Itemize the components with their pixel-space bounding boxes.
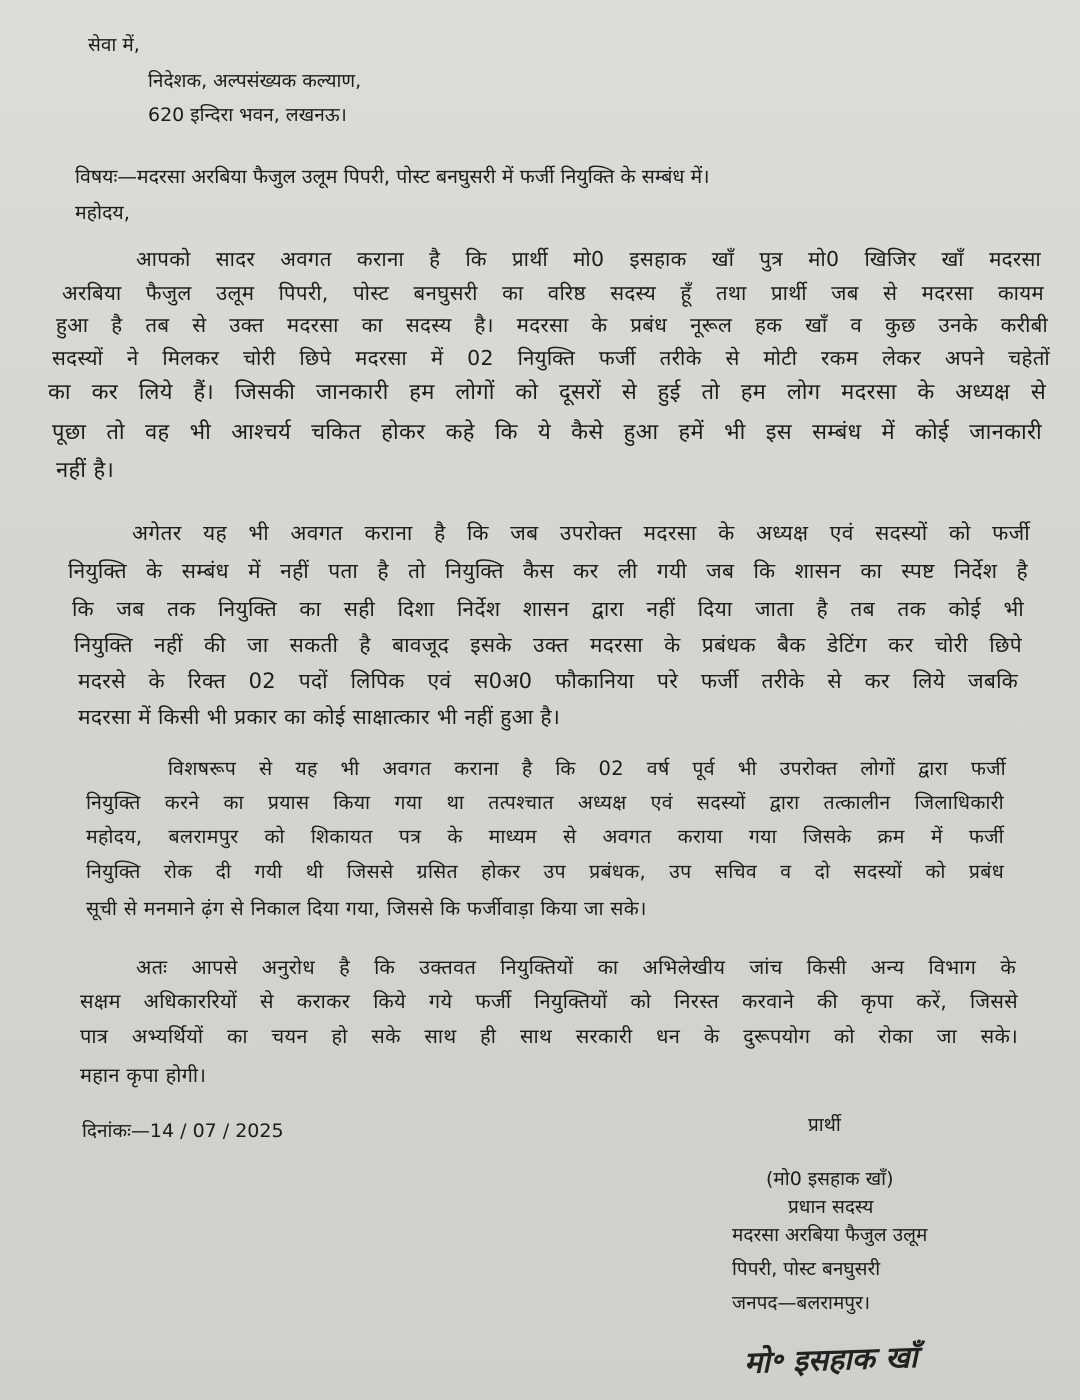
para3-line1: विशषरूप से यह भी अवगत कराना है कि 02 वर्ष पूर्व भी उपरोक्त लोगों द्वारा फर्जी: [168, 757, 1006, 780]
sender-org-line2: पिपरी, पोस्ट बनघुसरी: [732, 1258, 881, 1280]
para1-line1: आपको सादर अवगत कराना है कि प्रार्थी मो0 इसहाक खाँ पुत्र मो0 खिजिर खाँ मदरसा: [136, 247, 1041, 271]
sender-district: जनपद—बलरामपुर।: [732, 1292, 871, 1314]
para1-line6: पूछा तो वह भी आश्चर्य चकित होकर कहे कि ये कैसे हुआ हमें भी इस सम्बंध में कोई जानकारी: [52, 420, 1042, 445]
address-location: 620 इन्दिरा भवन, लखनऊ।: [148, 104, 347, 126]
closing: प्रार्थी: [808, 1114, 841, 1136]
para1-line3: हुआ है तब से उक्त मदरसा का सदस्य है। मदरसा के प्रबंध नूरूल हक खाँ व कुछ उनके करीबी: [56, 313, 1048, 337]
para1-line4: सदस्यों ने मिलकर चोरी छिपे मदरसा में 02 नियुक्ति फर्जी तरीके से मोटी रकम लेकर अपने चहेतों: [52, 346, 1050, 370]
para3-line3: महोदय, बलरामपुर को शिकायत पत्र के माध्यम से अवगत कराया गया जिसके क्रम में फर्जी: [86, 825, 1004, 848]
para2-line3: कि जब तक नियुक्ति का सही दिशा निर्देश शासन द्वारा नहीं दिया जाता है तब तक कोई भी: [72, 597, 1024, 621]
para4-line1: अतः आपसे अनुरोध है कि उक्तवत नियुक्तियों का अभिलेखीय जांच किसी अन्य विभाग के: [136, 955, 1016, 979]
para2-line4: नियुक्ति नहीं की जा सकती है बावजूद इसके उक्त मदरसा के प्रबंधक बैक डेटिंग कर चोरी छिपे: [74, 633, 1022, 657]
para2-line2: नियुक्ति के सम्बंध में नहीं पता है तो नियुक्ति कैस कर ली गयी जब कि शासन का स्पष्ट निर्देश है: [68, 559, 1028, 583]
para2-line1: अगेतर यह भी अवगत कराना है कि जब उपरोक्त मदरसा के अध्यक्ष एवं सदस्यों को फर्जी: [132, 521, 1030, 545]
subject-line: विषयः—मदरसा अरबिया फैजुल उलूम पिपरी, पोस्ट बनघुसरी में फर्जी नियुक्ति के सम्बंध में।: [75, 165, 710, 188]
sender-org-line1: मदरसा अरबिया फैजुल उलूम: [732, 1224, 928, 1246]
para2-line5: मदरसे के रिक्त 02 पदों लिपिक एवं स0अ0 फौकानिया परे फर्जी तरीके से कर लिये जबकि: [78, 669, 1018, 693]
para3-line2: नियुक्ति करने का प्रयास किया गया था तत्पश्चात अध्यक्ष एवं सदस्यों द्वारा तत्कालीन जिलाधिकारी: [86, 791, 1004, 814]
address-to: सेवा में,: [88, 34, 140, 56]
para4-line3: पात्र अभ्यर्थियों का चयन हो सके साथ ही साथ सरकारी धन के दुरूपयोग को रोका जा सके।: [80, 1024, 1018, 1048]
para1-line7: नहीं है।: [56, 458, 115, 483]
letter-date: दिनांकः—14 / 07 / 2025: [82, 1120, 284, 1142]
para4-line4: महान कृपा होगी।: [80, 1063, 207, 1087]
salutation: महोदय,: [75, 201, 130, 224]
address-recipient: निदेशक, अल्पसंख्यक कल्याण,: [148, 70, 362, 92]
handwritten-signature: मो॰ इसहाक खाँ: [743, 1339, 919, 1382]
sender-name: (मो0 इसहाक खाँ): [766, 1168, 894, 1190]
para3-line4: नियुक्ति रोक दी गयी थी जिससे ग्रसित होकर उप प्रबंधक, उप सचिव व दो सदस्यों को प्रबंध: [86, 860, 1004, 883]
para1-line5: का कर लिये हैं। जिसकी जानकारी हम लोगों को दूसरों से हुई तो हम लोग मदरसा के अध्यक्ष से: [48, 380, 1046, 405]
para2-line6: मदरसा में किसी भी प्रकार का कोई साक्षात्कार भी नहीं हुआ है।: [78, 705, 561, 729]
sender-designation: प्रधान सदस्य: [788, 1196, 874, 1218]
para3-line5: सूची से मनमाने ढ़ंग से निकाल दिया गया, जिससे कि फर्जीवाड़ा किया जा सके।: [86, 897, 647, 920]
para4-line2: सक्षम अधिकाररियों से कराकर किये गये फर्जी नियुक्तियों को निरस्त करवाने की कृपा करें, जिससे: [80, 989, 1018, 1013]
para1-line2: अरबिया फैजुल उलूम पिपरी, पोस्ट बनघुसरी का वरिष्ठ सदस्य हूँ तथा प्रार्थी जब से मदरसा कायम: [62, 281, 1044, 305]
